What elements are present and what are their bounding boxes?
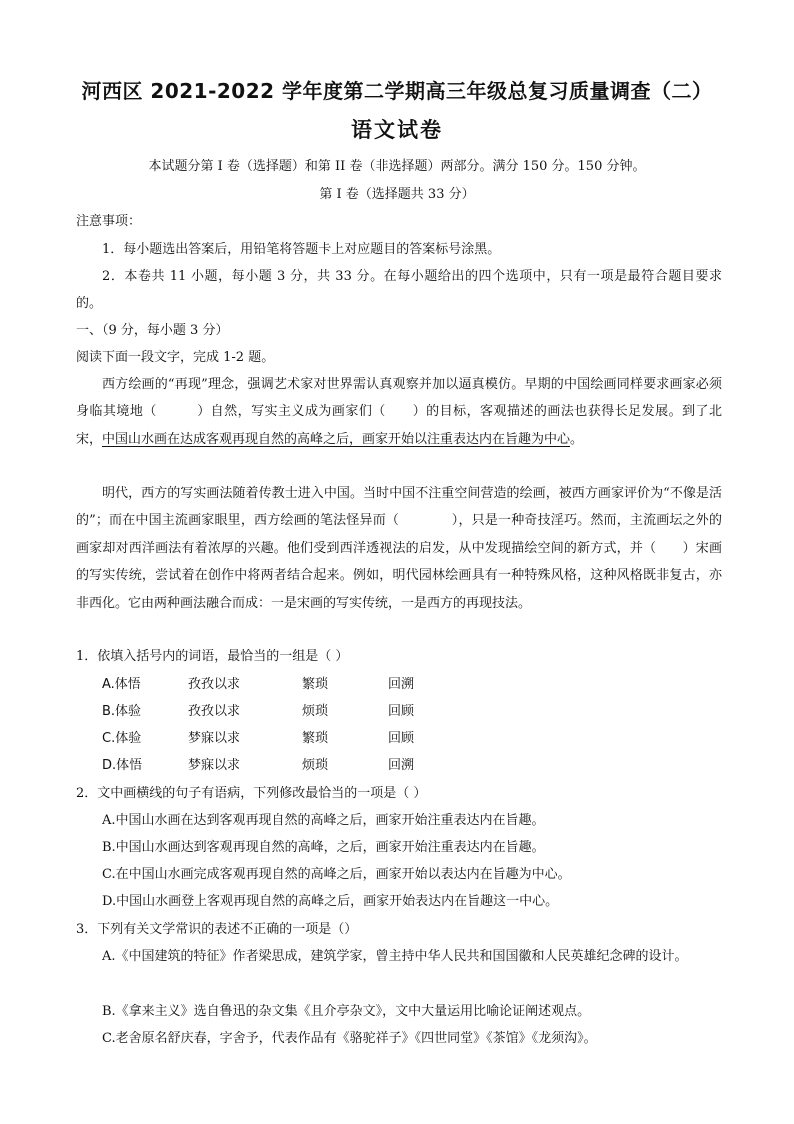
option-cell: 回顾 bbox=[388, 704, 415, 719]
section-title: 第 I 卷（选择题共 33 分） bbox=[319, 187, 475, 202]
question-2-option-c: C.在中国山水画完成客观再现自然的高峰之后，画家开始以表达内在旨趣为中心。 bbox=[102, 867, 571, 882]
passage-paragraph-2: 明代，西方的写实画法随着传教士进入中国。当时中国不注重空间营造的绘画，被西方画家评价为“不像是活的”；而在中国主流画家眼里，西方绘画的笔法怪异而（ ），只是一种奇技淫巧。然而，主流画坛之外的画家却对西洋画法有着浓厚的兴趣。他们受到西洋透视法的启发，从中发现描绘空间的新方式，并（ ）宋画的写实传统，尝试着在创作中将两者结合起来。例如，明代园林绘画具有一种特殊风格，这种风格既非复古，亦非西化。它由两种画法融合而成：一是宋画的写实传统，一是西方的再现技法。 bbox=[76, 486, 722, 611]
question-3-option-a: A.《中国建筑的特征》作者梁思成，建筑学家，曾主持中华人民共和国国徽和人民英雄纪念碑的设计。 bbox=[102, 949, 688, 964]
notes-item-1: 1．每小题选出答案后，用铅笔将答题卡上对应题目的答案标号涂黑。 bbox=[102, 242, 501, 257]
option-cell: B.体验 bbox=[102, 704, 142, 719]
option-cell: A.体悟 bbox=[102, 677, 141, 692]
question-2-stem: 2．文中画横线的句子有语病，下列修改最恰当的一项是（ ） bbox=[76, 786, 427, 801]
option-cell: D.体悟 bbox=[102, 758, 143, 773]
question-1-option-c bbox=[102, 730, 448, 748]
part1-heading: 一、（9 分，每小题 3 分） bbox=[76, 323, 229, 338]
passage-text: 西方绘画的“再现”理念，强调艺术家对世界需认真观察并加以逼真模仿。早期的中国绘画同样要求画家必须身临其境地（ ）自然，写实主义成为画家们（ ）的目标，客观描述的画法也获得长足发展。到了北宋， bbox=[76, 377, 722, 447]
option-cell: 烦琐 bbox=[302, 758, 329, 773]
exam-title: 河西区 2021-2022 学年度第二学期高三年级总复习质量调查（二） bbox=[81, 79, 713, 103]
question-2-option-d: D.中国山水画登上客观再现自然的高峰之后，画家开始表达内在旨趣这一中心。 bbox=[102, 894, 559, 909]
option-cell: 回溯 bbox=[388, 677, 415, 692]
question-3-stem: 3．下列有关文学常识的表述不正确的一项是（） bbox=[76, 922, 358, 937]
option-cell: 回溯 bbox=[388, 758, 415, 773]
option-cell: 孜孜以求 bbox=[188, 677, 241, 692]
option-cell: 烦琐 bbox=[302, 704, 329, 719]
notes-heading: 注意事项： bbox=[76, 214, 142, 229]
question-3-option-b: B.《拿来主义》选自鲁迅的杂文集《且介亭杂文》，文中大量运用比喻论证阐述观点。 bbox=[102, 1004, 591, 1019]
option-cell: 繁琐 bbox=[302, 677, 329, 692]
question-2-option-b: B.中国山水画达到客观再现自然的高峰，之后，画家开始注重表达内在旨趣。 bbox=[102, 840, 545, 855]
question-1-option-a bbox=[102, 676, 448, 694]
option-cell: 回顾 bbox=[388, 731, 415, 746]
question-2-option-a: A.中国山水画在达到客观再现自然的高峰之后，画家开始注重表达内在旨趣。 bbox=[102, 813, 545, 828]
underlined-sentence: 中国山水画在达成客观再现自然的高峰之后，画家开始以注重表达内在旨趣为中心 bbox=[102, 431, 571, 447]
notes-item-2: 2．本卷共 11 小题，每小题 3 分，共 33 分。在每小题给出的四个选项中，只有一项是最符合题目要求的。 bbox=[76, 269, 722, 311]
exam-subtitle: 语文试卷 bbox=[351, 118, 443, 142]
question-3-option-c: C.老舍原名舒庆春，字舍予，代表作品有《骆驼祥子》《四世同堂》《茶馆》《龙须沟》。 bbox=[102, 1031, 597, 1046]
option-cell: 梦寐以求 bbox=[188, 731, 241, 746]
question-1-option-b bbox=[102, 703, 448, 721]
option-cell: 梦寐以求 bbox=[188, 758, 241, 773]
option-cell: 繁琐 bbox=[302, 731, 329, 746]
question-1-option-d bbox=[102, 757, 448, 775]
exam-intro: 本试题分第 I 卷（选择题）和第 II 卷（非选择题）两部分。满分 150 分。150 分钟。 bbox=[148, 159, 646, 174]
option-cell: C.体验 bbox=[102, 731, 142, 746]
passage-paragraph-1 bbox=[76, 371, 722, 453]
option-cell: 孜孜以求 bbox=[188, 704, 241, 719]
passage-text: 。 bbox=[570, 431, 584, 447]
part1-instruction: 阅读下面一段文字，完成 1-2 题。 bbox=[76, 350, 275, 365]
question-1-stem: 1．依填入括号内的词语，最恰当的一组是（ ） bbox=[76, 649, 349, 664]
